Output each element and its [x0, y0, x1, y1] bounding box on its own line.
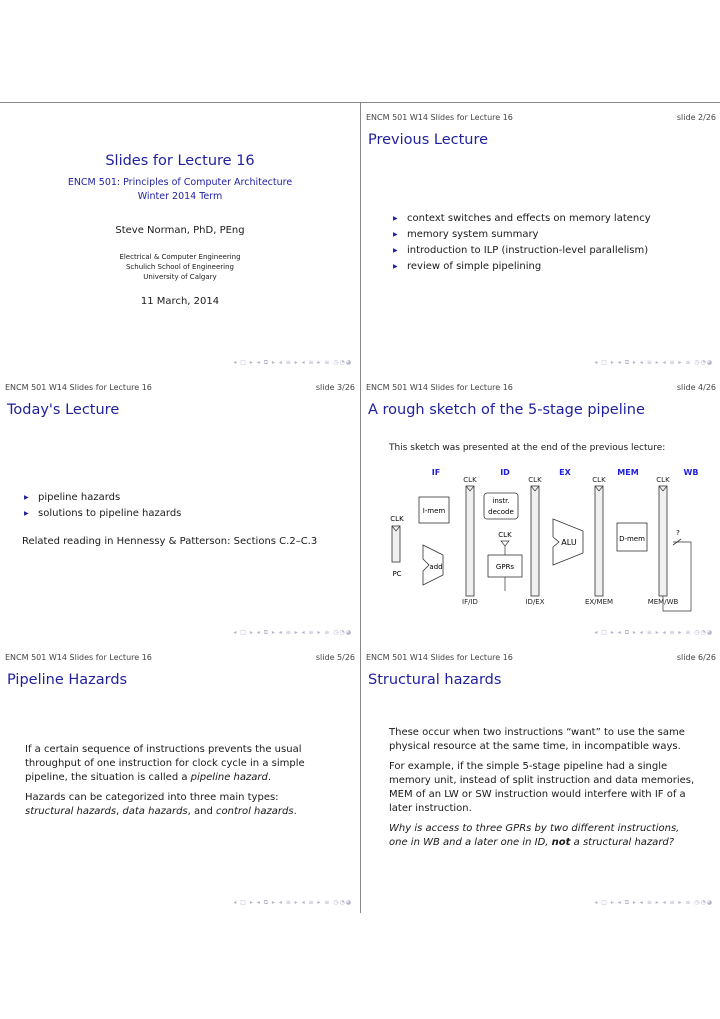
paragraph: [25, 791, 325, 819]
slide-header: [5, 653, 355, 662]
register-if-id: [466, 486, 474, 596]
text-run: a structural hazard?: [570, 837, 675, 848]
header-text: ENCM 501 W14 Slides for Lecture 16: [366, 653, 513, 662]
slide-3: [0, 373, 360, 643]
body-text: [25, 743, 325, 825]
bold-text: not: [551, 837, 571, 848]
course-name: ENCM 501: Principles of Computer Architecture: [67, 177, 293, 188]
mux-label: ?: [676, 529, 680, 537]
stage-label: MEM: [617, 468, 639, 477]
text-run: If a certain sequence of instructions prevents the usual throughput of one instruction for clock cycle in a simple pipeline, the situation is called a: [25, 744, 305, 783]
slide-number: slide 2/26: [676, 113, 716, 122]
slide-6: [361, 643, 720, 913]
paragraph: [25, 743, 325, 785]
list-item: ▶ memory system summary: [391, 229, 651, 240]
slide-4: [361, 373, 720, 643]
i-mem-label: I-mem: [422, 507, 446, 515]
header-text: ENCM 501 W14 Slides for Lecture 16: [5, 383, 152, 392]
paragraph: For example, if the simple 5-stage pipeline had a single memory unit, instead of split instruction and data memories, MEM of an LW or SW instruction would interfere with IF of a later instruction.: [389, 761, 695, 814]
question: [389, 822, 697, 850]
clk-label: CLK: [463, 476, 477, 484]
frame-title: Structural hazards: [368, 672, 502, 688]
emphasis: data hazards: [122, 806, 188, 817]
university: University of Calgary: [143, 273, 217, 281]
slide-1: [0, 103, 360, 373]
nav-controls[interactable]: ◂ □ ▸ ◂ ⧉ ▸ ◂ ≡ ▸ ◂ ≡ ▸ ≡ ◷◔◕: [233, 629, 352, 636]
frame-title: Previous Lecture: [368, 132, 489, 148]
text-run: .: [293, 806, 297, 817]
stage-label: IF: [431, 468, 441, 477]
list-item: ▶ context switches and effects on memory latency: [391, 213, 651, 224]
nav-controls[interactable]: ◂ □ ▸ ◂ ⧉ ▸ ◂ ≡ ▸ ◂ ≡ ▸ ≡ ◷◔◕: [233, 359, 352, 366]
department: Electrical & Computer Engineering: [119, 253, 241, 261]
emphasis: pipeline hazard: [190, 772, 268, 783]
intro-text: This sketch was presented at the end of the previous lecture:: [389, 443, 666, 453]
list-item: ▶ solutions to pipeline hazards: [22, 508, 181, 519]
clk-label: CLK: [592, 476, 606, 484]
stage-label: EX: [559, 468, 571, 477]
register-label: MEM/WB: [647, 598, 679, 606]
slide-title: Slides for Lecture 16: [105, 153, 255, 169]
decode-label: instr.: [492, 497, 510, 505]
nav-controls[interactable]: ◂ □ ▸ ◂ ⧉ ▸ ◂ ≡ ▸ ◂ ≡ ▸ ≡ ◷◔◕: [594, 899, 713, 906]
date: 11 March, 2014: [140, 296, 220, 307]
emphasis: structural hazards: [25, 806, 117, 817]
adder-label: add: [429, 563, 443, 571]
gprs-label: GPRs: [495, 563, 515, 571]
clk-label: CLK: [498, 531, 512, 539]
nav-controls[interactable]: ◂ □ ▸ ◂ ⧉ ▸ ◂ ≡ ▸ ◂ ≡ ▸ ≡ ◷◔◕: [594, 629, 713, 636]
slide-number: slide 4/26: [676, 383, 716, 392]
text-run: ,: [116, 806, 123, 817]
bullet-list: [391, 213, 651, 277]
slide-2: [361, 103, 720, 373]
slide-5: [0, 643, 360, 913]
body-text: [389, 726, 697, 856]
nav-controls[interactable]: ◂ □ ▸ ◂ ⧉ ▸ ◂ ≡ ▸ ◂ ≡ ▸ ≡ ◷◔◕: [233, 899, 352, 906]
nav-controls[interactable]: ◂ □ ▸ ◂ ⧉ ▸ ◂ ≡ ▸ ◂ ≡ ▸ ≡ ◷◔◕: [594, 359, 713, 366]
header-text: ENCM 501 W14 Slides for Lecture 16: [5, 653, 152, 662]
register-label: EX/MEM: [584, 598, 614, 606]
slide-header: [366, 653, 716, 662]
slide-header: [366, 113, 716, 122]
list-item: ▶ introduction to ILP (instruction-level parallelism): [391, 245, 651, 256]
slide-number: slide 5/26: [315, 653, 355, 662]
stage-label: ID: [500, 468, 510, 477]
decode-label: decode: [488, 508, 514, 516]
school: Schulich School of Engineering: [125, 263, 234, 271]
clk-label: CLK: [390, 515, 404, 523]
term: Winter 2014 Term: [137, 191, 223, 202]
alu-label: ALU: [561, 538, 577, 547]
clk-label: CLK: [656, 476, 670, 484]
register-mem-wb: [659, 486, 667, 596]
register-label: IF/ID: [462, 598, 478, 606]
header-text: ENCM 501 W14 Slides for Lecture 16: [366, 113, 513, 122]
slide-header: [5, 383, 355, 392]
author: Steve Norman, PhD, PEng: [115, 225, 245, 236]
frame-title: A rough sketch of the 5-stage pipeline: [368, 402, 645, 418]
bullet-list: [22, 492, 181, 524]
list-item: ▶ review of simple pipelining: [391, 261, 651, 272]
list-item: ▶ pipeline hazards: [22, 492, 181, 503]
pc-label: PC: [392, 570, 402, 578]
frame-title: Today's Lecture: [7, 402, 120, 418]
frame-title: Pipeline Hazards: [7, 672, 128, 688]
text-run: Why is access to three GPRs by two different instructions, one in WB and a later one in ID,: [389, 823, 680, 848]
text-run: , and: [187, 806, 216, 817]
register-label: ID/EX: [525, 598, 545, 606]
paragraph: These occur when two instructions “want” to use the same physical resource at the same time, in incompatible ways.: [389, 727, 685, 752]
reading: Related reading in Hennessy & Patterson: Sections C.2–C.3: [22, 536, 318, 547]
register-ex-mem: [595, 486, 603, 596]
header-text: ENCM 501 W14 Slides for Lecture 16: [366, 383, 513, 392]
text-run: Hazards can be categorized into three main types:: [25, 792, 279, 803]
clk-label: CLK: [528, 476, 542, 484]
pipeline-diagram: [361, 373, 720, 643]
text-run: .: [267, 772, 272, 783]
stage-label: WB: [683, 468, 699, 477]
register-id-ex: [531, 486, 539, 596]
slide-number: slide 6/26: [676, 653, 716, 662]
slide-number: slide 3/26: [315, 383, 355, 392]
d-mem-label: D-mem: [619, 535, 645, 543]
emphasis: control hazards: [215, 806, 294, 817]
